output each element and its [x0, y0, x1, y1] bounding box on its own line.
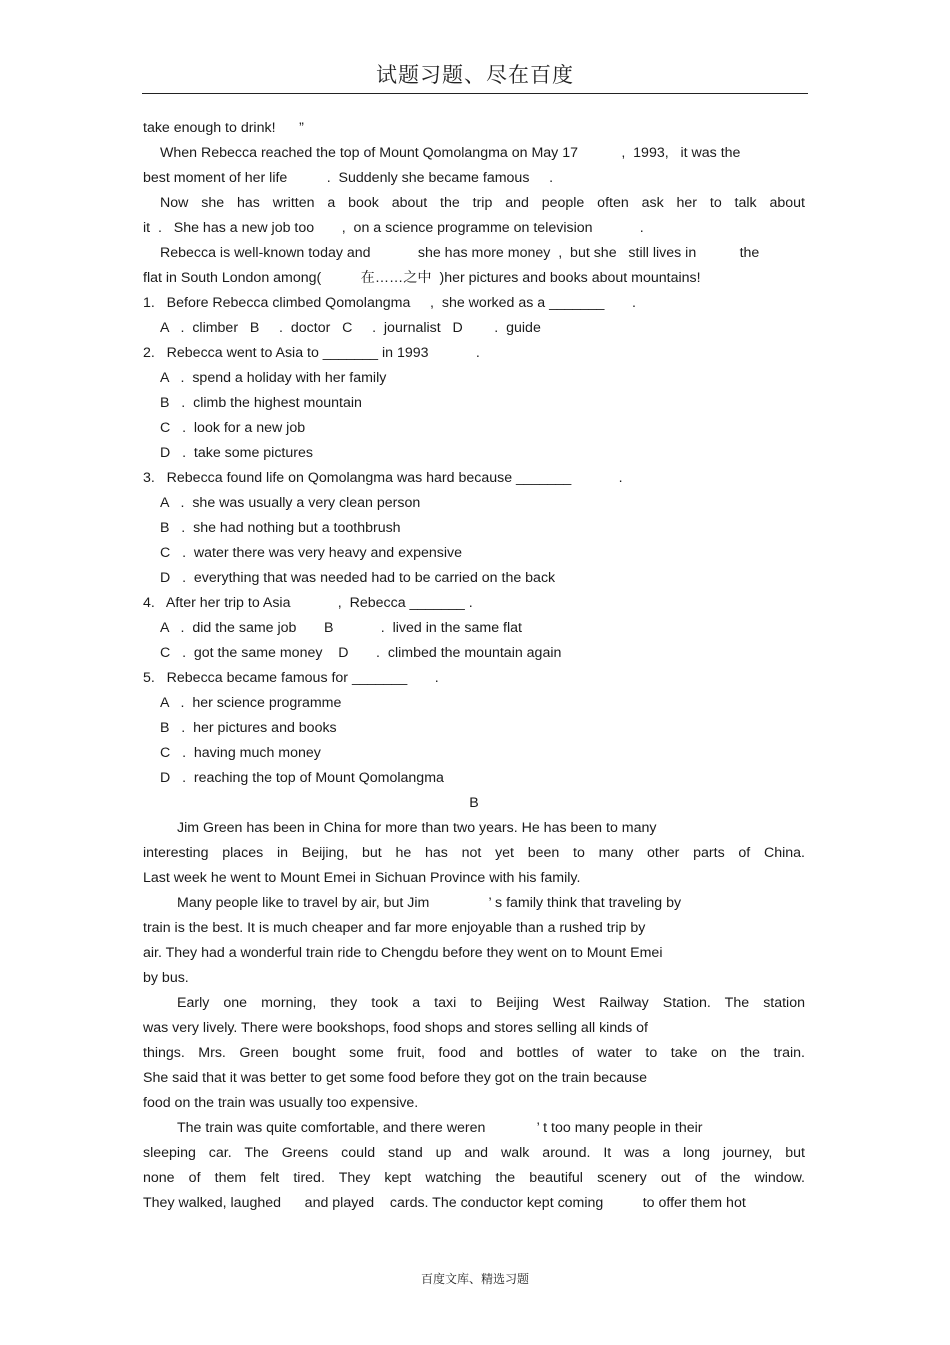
text-line: D . take some pictures [160, 445, 313, 461]
text-line: take enough to drink! ” [143, 120, 304, 136]
text-line: 4. After her trip to Asia , Rebecca _______ . [143, 595, 473, 611]
text-line: B [469, 795, 479, 811]
text-line: was very lively. There were bookshops, food shops and stores selling all kinds of [143, 1020, 648, 1036]
text-line: When Rebecca reached the top of Mount Qomolangma on May 17 , 1993, it was the [160, 145, 741, 161]
document-body [143, 116, 805, 1216]
text-line: 1. Before Rebecca climbed Qomolangma , she worked as a _______ . [143, 295, 636, 311]
page-title: 试题习题、尽在百度 [376, 63, 574, 87]
text-line: D . reaching the top of Mount Qomolangma [160, 770, 444, 786]
text-line: things. Mrs. Green bought some fruit, food and bottles of water to take on the train. [143, 1045, 805, 1061]
text-line: none of them felt tired. They kept watching the beautiful scenery out of the window. [143, 1170, 805, 1186]
text-line: A . climber B . doctor C . journalist D . guide [160, 320, 541, 336]
text-line: A . she was usually a very clean person [160, 495, 421, 511]
text-line: C . having much money [160, 745, 321, 761]
text-line: flat in South London among( 在……之中 )her pictures and books about mountains! [143, 270, 701, 286]
text-line: A . did the same job B . lived in the same flat [160, 620, 522, 636]
text-line: A . her science programme [160, 695, 342, 711]
text-line: B . she had nothing but a toothbrush [160, 520, 401, 536]
text-line: by bus. [143, 970, 189, 986]
text-line: interesting places in Beijing, but he has not yet been to many other parts of China. [143, 845, 805, 861]
text-line: 2. Rebecca went to Asia to _______ in 1993 . [143, 345, 480, 361]
text-line: 5. Rebecca became famous for _______ . [143, 670, 439, 686]
text-line: A . spend a holiday with her family [160, 370, 387, 386]
text-line: 3. Rebecca found life on Qomolangma was hard because _______ . [143, 470, 623, 486]
text-line: Many people like to travel by air, but Jim ’ s family think that traveling by [177, 895, 682, 911]
text-line: air. They had a wonderful train ride to Chengdu before they went on to Mount Emei [143, 945, 663, 961]
page-header [142, 60, 808, 94]
text-line: Now she has written a book about the trip and people often ask her to talk about [160, 195, 805, 211]
page-footer: 百度文库、精选习题 [420, 1272, 529, 1286]
text-line: She said that it was better to get some food before they got on the train because [143, 1070, 647, 1086]
text-line: food on the train was usually too expensive. [143, 1095, 419, 1111]
text-line: They walked, laughed and played cards. The conductor kept coming to offer them hot [143, 1195, 746, 1211]
text-line: Jim Green has been in China for more than two years. He has been to many [177, 820, 657, 836]
text-line: C . got the same money D . climbed the mountain again [160, 645, 562, 661]
text-line: best moment of her life . Suddenly she became famous . [143, 170, 554, 186]
text-line: Rebecca is well-known today and she has more money , but she still lives in the [160, 245, 760, 261]
text-line: B . climb the highest mountain [160, 395, 362, 411]
text-line: The train was quite comfortable, and there weren ’ t too many people in their [177, 1120, 703, 1136]
text-line: C . look for a new job [160, 420, 306, 436]
text-line: D . everything that was needed had to be carried on the back [160, 570, 556, 586]
text-line: sleeping car. The Greens could stand up and walk around. It was a long journey, but [143, 1145, 805, 1161]
text-line: it . She has a new job too , on a science programme on television . [143, 220, 644, 236]
text-line: Last week he went to Mount Emei in Sichuan Province with his family. [143, 870, 581, 886]
text-line: train is the best. It is much cheaper and far more enjoyable than a rushed trip by [143, 920, 646, 936]
text-line: B . her pictures and books [160, 720, 337, 736]
text-line: Early one morning, they took a taxi to Beijing West Railway Station. The station [177, 995, 805, 1011]
text-line: C . water there was very heavy and expensive [160, 545, 463, 561]
